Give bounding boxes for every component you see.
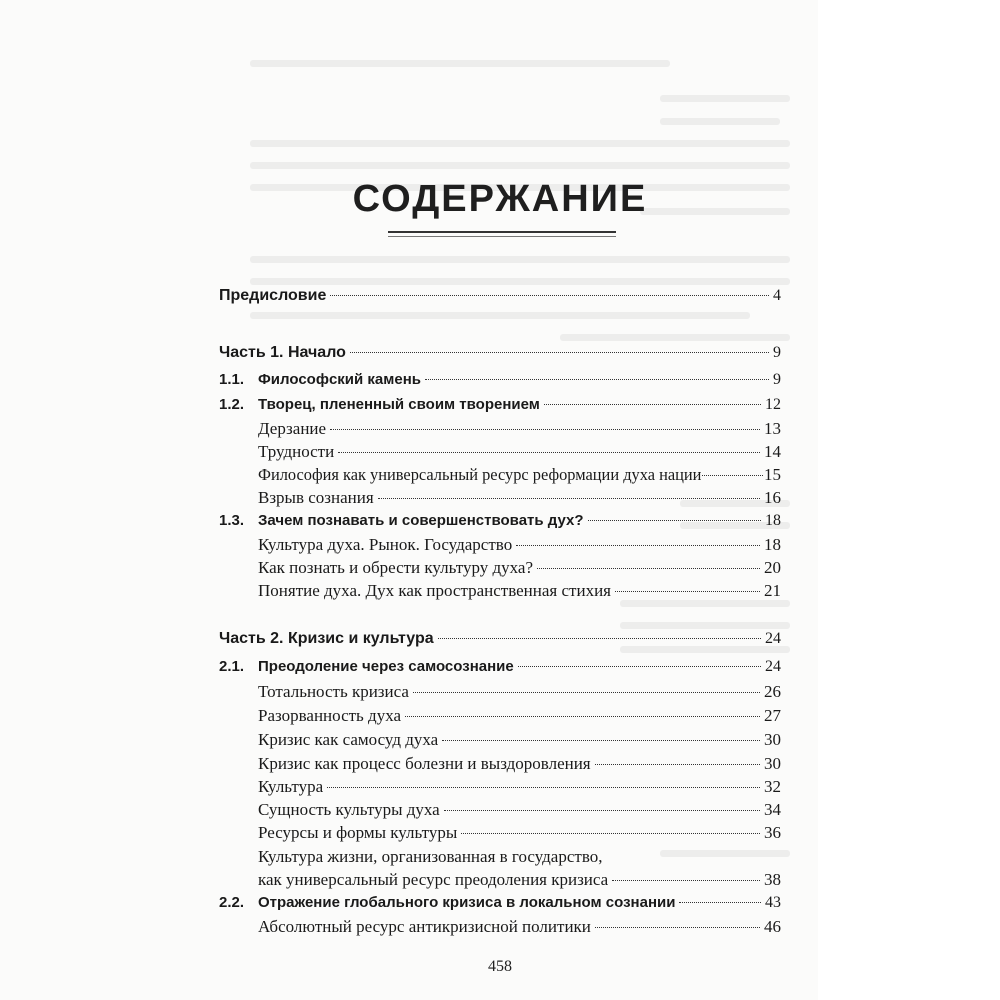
toc-leader-dots [544, 404, 761, 405]
toc-page-number: 18 [765, 512, 781, 529]
toc-entry-label: Сущность культуры духа [258, 800, 440, 819]
toc-leader-dots [338, 452, 760, 453]
toc-page-number: 14 [764, 442, 781, 461]
toc-page-number: 36 [764, 823, 781, 842]
toc-entry-subsection[interactable] [258, 730, 781, 754]
toc-section-number: 1.3. [219, 512, 245, 529]
toc-page-number: 9 [773, 371, 781, 388]
toc-leader-dots [413, 692, 760, 693]
toc-section-number: 2.1. [219, 658, 245, 675]
toc-leader-dots [438, 638, 761, 639]
toc-page-number: 18 [764, 535, 781, 554]
toc-leader-dots [378, 498, 760, 499]
toc-section-number: 2.2. [219, 894, 245, 911]
toc-page-number: 20 [764, 558, 781, 577]
toc-page-number: 32 [764, 777, 781, 796]
toc-section-number: 1.2. [219, 396, 245, 413]
toc-leader-dots [595, 764, 760, 765]
toc-page-number: 13 [764, 419, 781, 438]
toc-leader-dots [518, 666, 761, 667]
toc-leader-dots [595, 927, 760, 928]
toc-entry-label: Часть 2. Кризис и культура [219, 630, 434, 647]
page-number: 458 [488, 958, 512, 975]
toc-leader-dots [615, 591, 760, 592]
page-title: СОДЕРЖАНИЕ [352, 178, 648, 220]
toc-page-number: 9 [773, 344, 781, 361]
toc-leader-dots [327, 787, 760, 788]
toc-page-number: 30 [764, 730, 781, 749]
toc-leader-dots [516, 545, 760, 546]
toc-entry-subsection[interactable] [258, 465, 781, 489]
toc-leader-dots [442, 740, 760, 741]
toc-leader-dots [330, 429, 760, 430]
toc-entry-label: Взрыв сознания [258, 488, 374, 507]
toc-page-number: 12 [765, 396, 781, 413]
toc-entry-section-2-1[interactable] [219, 658, 781, 682]
toc-page-number: 38 [764, 870, 781, 889]
toc-entry-subsection[interactable] [258, 442, 781, 466]
toc-entry-label: Разорванность духа [258, 706, 402, 725]
toc-entry-subsection-multiline[interactable] [258, 847, 781, 894]
toc-page-number: 24 [765, 658, 781, 675]
toc-entry-label: Дерзание [258, 419, 327, 438]
toc-leader-dots [405, 716, 760, 717]
toc-entry-label: как универсальный ресурс преодоления кризиса [258, 870, 609, 889]
toc-entry-subsection[interactable] [258, 581, 781, 605]
toc-entry-part-1[interactable] [219, 344, 781, 368]
toc-entry-subsection[interactable] [258, 419, 781, 443]
toc-entry-subsection[interactable] [258, 488, 781, 512]
toc-entry-label: Абсолютный ресурс антикризисной политики [258, 917, 591, 936]
toc-page-number: 27 [764, 706, 781, 725]
toc-entry-subsection[interactable] [258, 706, 781, 730]
toc-leader-dots [702, 475, 763, 476]
toc-page-number: 26 [764, 682, 781, 701]
toc-page-number: 30 [764, 754, 781, 773]
toc-entry-subsection[interactable] [258, 800, 781, 824]
toc-entry-label: Философия как универсальный ресурс реформации духа нации [258, 465, 702, 484]
toc-entry-label: Кризис как процесс болезни и выздоровления [258, 754, 591, 773]
toc-entry-subsection[interactable] [258, 917, 781, 941]
toc-leader-dots [444, 810, 760, 811]
toc-entry-section-1-2[interactable] [219, 396, 781, 420]
toc-entry-label: Кризис как самосуд духа [258, 730, 439, 749]
toc-leader-dots [612, 880, 760, 881]
toc-page-number: 24 [765, 630, 781, 647]
toc-section-number: 1.1. [219, 371, 245, 388]
toc-entry-label: Трудности [258, 442, 335, 461]
toc-entry-section-2-2[interactable] [219, 894, 781, 918]
toc-entry-label: Зачем познавать и совершенствовать дух? [258, 512, 584, 529]
toc-entry-preface[interactable] [219, 287, 781, 311]
toc-entry-subsection[interactable] [258, 682, 781, 706]
toc-entry-label: Как познать и обрести культуру духа? [258, 558, 534, 577]
toc-entry-label: Понятие духа. Дух как пространственная стихия [258, 581, 611, 600]
toc-entry-label: Творец, плененный своим творением [258, 396, 540, 413]
toc-entry-label: Философский камень [258, 371, 421, 388]
toc-entry-label: Культура [258, 777, 324, 796]
toc-entry-label: Предисловие [219, 287, 327, 304]
toc-page-number: 21 [764, 581, 781, 600]
toc-entry-section-1-1[interactable] [219, 371, 781, 395]
toc-entry-subsection[interactable] [258, 823, 781, 847]
toc-entry-subsection-line2 [258, 870, 781, 894]
toc-entry-label-line1: Культура жизни, организованная в государство, [258, 847, 603, 866]
toc-page-number: 16 [764, 488, 781, 507]
toc-entry-subsection[interactable] [258, 777, 781, 801]
toc-entry-label: Отражение глобального кризиса в локальном сознании [258, 894, 676, 911]
toc-entry-section-1-3[interactable] [219, 512, 781, 536]
toc-leader-dots [588, 520, 761, 521]
toc-entry-subsection[interactable] [258, 535, 781, 559]
toc-entry-part-2[interactable] [219, 630, 781, 654]
toc-leader-dots [461, 833, 760, 834]
toc-entry-label: Тотальность кризиса [258, 682, 409, 701]
toc-leader-dots [330, 295, 769, 296]
toc-page-number: 4 [773, 287, 781, 304]
toc-entry-label: Ресурсы и формы культуры [258, 823, 458, 842]
toc-page-number: 15 [764, 465, 781, 484]
toc-leader-dots [350, 352, 769, 353]
toc-page-number: 34 [764, 800, 781, 819]
toc-entry-subsection[interactable] [258, 558, 781, 582]
toc-page-number: 46 [764, 917, 781, 936]
toc-entry-label: Преодоление через самосознание [258, 658, 514, 675]
toc-leader-dots [679, 902, 761, 903]
toc-leader-dots [425, 379, 769, 380]
toc-entry-label: Культура духа. Рынок. Государство [258, 535, 513, 554]
toc-entry-label: Часть 1. Начало [219, 344, 346, 361]
toc-entry-subsection[interactable] [258, 754, 781, 778]
toc-page-number: 43 [765, 894, 781, 911]
toc-leader-dots [537, 568, 760, 569]
